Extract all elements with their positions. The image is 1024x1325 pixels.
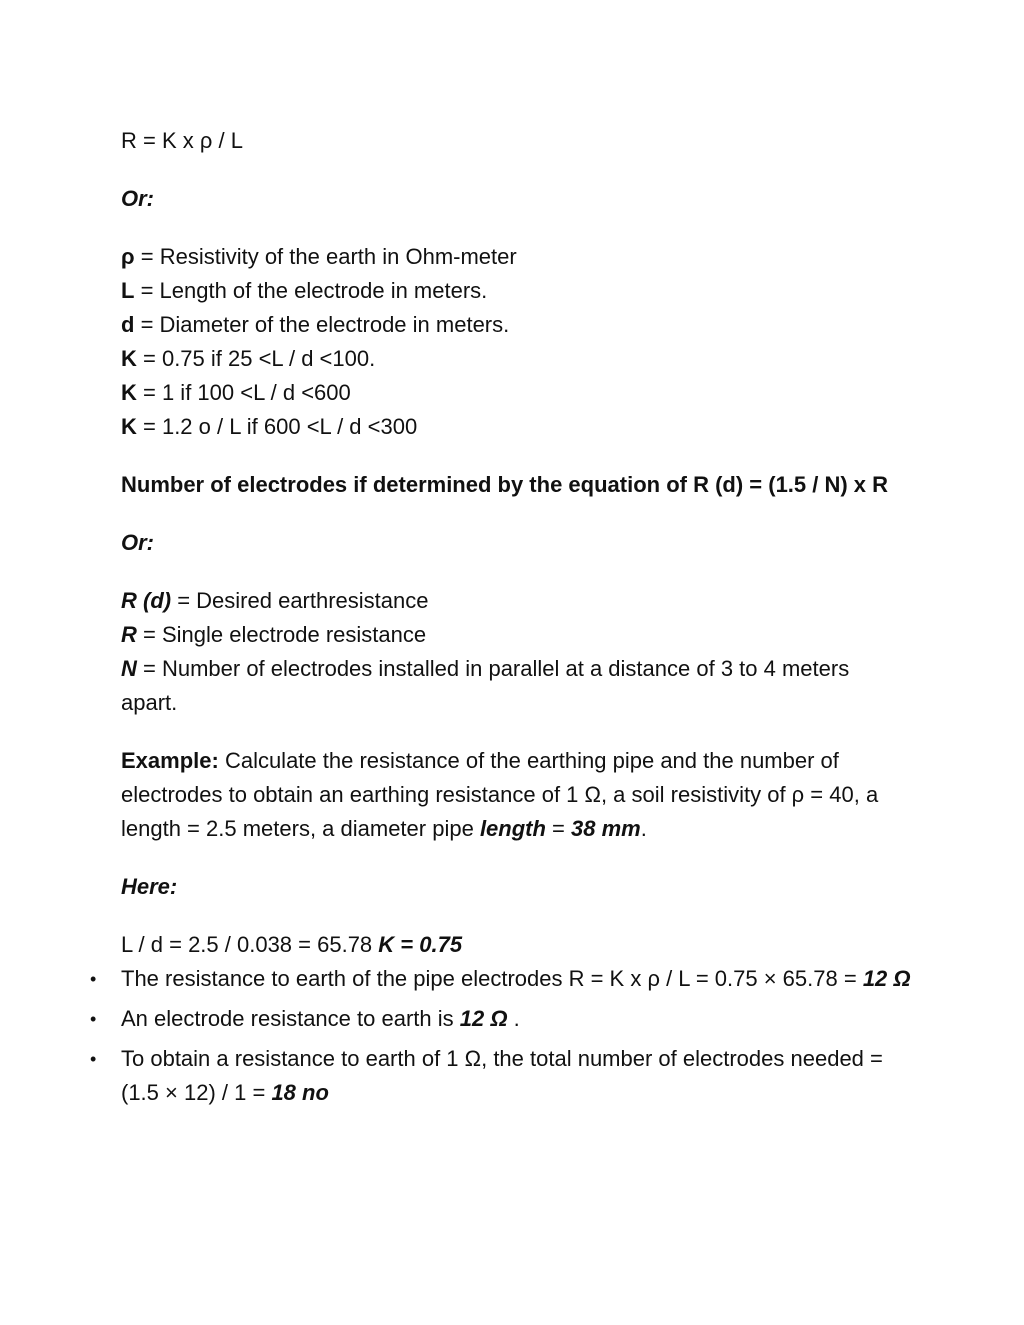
definition-text: = Desired earthresistance <box>171 588 429 613</box>
example-emphasis-length: length <box>479 816 546 841</box>
list-item <box>90 1042 911 1110</box>
definition-text: = 1 if 100 <L / d <600 <box>136 380 351 405</box>
definition-symbol: K <box>121 346 137 371</box>
definition-text: = 0.75 if 25 <L / d <100. <box>136 346 376 371</box>
definition-symbol: L <box>121 278 135 303</box>
or-label: Or: <box>121 186 154 211</box>
definition-text: = 1.2 o / L if 600 <L / d <300 <box>136 414 418 439</box>
list-item-tail: . <box>507 1006 520 1031</box>
example-paragraph <box>121 744 911 846</box>
definition-k-range-2 <box>121 376 911 410</box>
definition-text: = Resistivity of the earth in Ohm-meter <box>134 244 517 269</box>
definition-symbol: N <box>121 656 137 681</box>
definition-symbol: R <box>121 622 137 647</box>
list-item-text: The resistance to earth of the pipe electrodes R = K x ρ / L = 0.75 × 65.78 = <box>121 966 863 991</box>
definitions-list <box>121 240 911 444</box>
results-list <box>90 962 911 1110</box>
definition-number-of-electrodes <box>121 652 911 720</box>
or-label: Or: <box>121 530 154 555</box>
here-label: Here: <box>121 874 178 899</box>
ratio-line <box>121 928 911 962</box>
definition-text: = Length of the electrode in meters. <box>134 278 488 303</box>
definition-text: = Single electrode resistance <box>136 622 427 647</box>
definition-diameter <box>121 308 911 342</box>
list-item-emphasis: 18 no <box>271 1080 329 1105</box>
definition-k-range-1 <box>121 342 911 376</box>
bullet-icon: • <box>90 969 97 989</box>
document-page <box>90 124 911 1116</box>
example-label: Example: <box>121 748 219 773</box>
definition-symbol: K <box>121 380 137 405</box>
definition-symbol: d <box>121 312 135 337</box>
list-item <box>90 1002 911 1036</box>
list-item <box>90 962 911 996</box>
definition-symbol: ρ <box>121 244 135 269</box>
list-item-text: To obtain a resistance to earth of 1 Ω, the total number of electrodes needed = (1.5 × 12) / 1 = <box>121 1046 883 1105</box>
definition-rho <box>121 240 911 274</box>
bullet-icon: • <box>90 1049 97 1069</box>
definition-desired-resistance <box>121 584 911 618</box>
definitions-list <box>121 584 911 720</box>
example-end: . <box>640 816 647 841</box>
definition-length <box>121 274 911 308</box>
bullet-icon: • <box>90 1009 97 1029</box>
definition-text: = Number of electrodes installed in parallel at a distance of 3 to 4 meters apart. <box>121 656 850 715</box>
definition-single-resistance <box>121 618 911 652</box>
example-equals: = <box>545 816 572 841</box>
ratio-text: L / d = 2.5 / 0.038 = 65.78 <box>121 932 379 957</box>
electrode-heading: Number of electrodes if determined by the equation of R (d) = (1.5 / N) x R <box>121 472 889 497</box>
definition-k-range-3 <box>121 410 911 444</box>
example-text: Calculate the resistance of the earthing pipe and the number of electrodes to obtain an earthing resistance of 1 Ω, a soil resistivity of ρ = 40, a length = 2.5 meters, a diameter pipe <box>121 748 879 841</box>
definition-symbol: R (d) <box>121 588 172 613</box>
ratio-k-value: K = 0.75 <box>378 932 463 957</box>
formula-line: R = K x ρ / L <box>121 128 243 153</box>
example-emphasis-diameter: 38 mm <box>571 816 641 841</box>
list-item-emphasis: 12 Ω <box>862 966 911 991</box>
list-item-text: An electrode resistance to earth is <box>121 1006 460 1031</box>
definition-symbol: K <box>121 414 137 439</box>
list-item-emphasis: 12 Ω <box>459 1006 508 1031</box>
definition-text: = Diameter of the electrode in meters. <box>134 312 510 337</box>
